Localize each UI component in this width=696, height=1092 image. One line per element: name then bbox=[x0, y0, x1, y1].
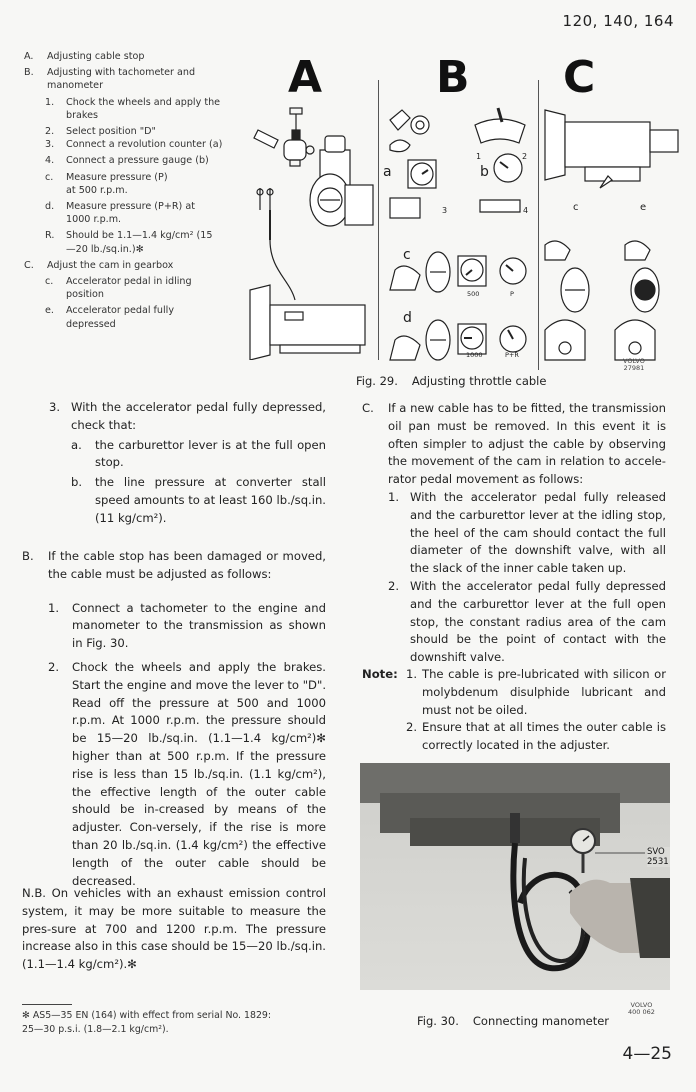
caption-text: Connecting manometer bbox=[472, 1014, 610, 1028]
pressure-label: P+R bbox=[505, 351, 519, 359]
cam-adjustment-drawing bbox=[540, 100, 680, 370]
step-key: b. bbox=[71, 475, 83, 490]
step-key: a. bbox=[71, 437, 82, 452]
section-key: B. bbox=[22, 549, 34, 563]
legend-sub-item bbox=[45, 275, 254, 301]
caption-text: Adjusting throttle cable bbox=[411, 374, 547, 388]
caption-number: Fig. 29. bbox=[356, 374, 398, 388]
legend-sub-item bbox=[45, 304, 254, 330]
gauge-label-b: b bbox=[480, 164, 489, 180]
section-key: C. bbox=[362, 401, 374, 415]
nb-paragraph: N.B. On vehicles with an exhaust emission control system, it may be more suitable to measure the pres-sure at 700 and 1200 r.p.m. The pressure increase also in this case should be 15—20 lb./sq.in. (1.1—1.4 kg/cm²).✻ bbox=[22, 886, 326, 972]
footnote-rule bbox=[22, 1004, 72, 1005]
section-text: If a new cable has to be fitted, the transmission oil pan must be removed. In this event it is often simpler to adjust the cable by observing the movement of the cam in relation to accele-rator pedal movement as follows: bbox=[388, 401, 666, 487]
legend-key: 3. bbox=[45, 139, 55, 151]
panel-letter-c: C bbox=[563, 52, 596, 103]
row-label-c: c bbox=[573, 202, 579, 213]
section-b bbox=[22, 548, 326, 890]
figure-30-photo bbox=[360, 763, 670, 990]
volvo-stamp bbox=[623, 358, 645, 372]
legend-item-c bbox=[24, 259, 254, 272]
legend-text: Connect a revolution counter (a) bbox=[66, 139, 223, 151]
step-text: With the accelerator pedal fully depressed and the carburettor lever at the full open stop, the constant radius area of the cam should be the point of contact with the downshift valve. bbox=[410, 578, 666, 665]
legend-key: B. bbox=[24, 67, 34, 79]
tool-label: SVO 2531 bbox=[647, 847, 669, 867]
model-numbers: 120, 140, 164 bbox=[562, 12, 674, 30]
step-key: 3. bbox=[49, 400, 61, 414]
manometer-photo-drawing bbox=[360, 763, 670, 990]
legend-key: e. bbox=[45, 305, 54, 317]
stamp-brand: VOLVO bbox=[623, 357, 645, 365]
legend-key: R. bbox=[45, 230, 55, 242]
legend-sub-item bbox=[45, 154, 254, 167]
stamp-brand: VOLVO bbox=[630, 1001, 653, 1009]
step-text: the line pressure at converter stall speed amounts to at least 160 lb./sq.in. (11 kg/cm²). bbox=[95, 475, 326, 525]
note-key: 1. bbox=[406, 667, 418, 681]
note-text: Ensure that at all times the outer cable is correctly located in the adjuster. bbox=[422, 720, 666, 753]
legend-key: C. bbox=[24, 259, 34, 271]
legend-text: Measure pressure (P) at 500 r.p.m. bbox=[66, 171, 168, 196]
rpm-label: 500 bbox=[467, 290, 480, 298]
step-key: 1. bbox=[388, 489, 400, 504]
section-c bbox=[362, 400, 666, 667]
section-text: If the cable stop has been damaged or moved, the cable must be adjusted as follows: bbox=[48, 549, 326, 581]
step-key: 2. bbox=[48, 659, 60, 674]
footnote: ✻ AS5—35 EN (164) with effect from serial No. 1829: 25—30 p.s.i. (1.8—2.1 kg/cm²). bbox=[22, 1010, 272, 1035]
legend-text: Accelerator pedal fully depressed bbox=[66, 305, 175, 330]
pressure-label: P bbox=[510, 290, 514, 298]
step-text: Chock the wheels and apply the brakes. Start the engine and move the lever to "D". Read off the pressure at 500 and 1000 r.p.m. At 1000 r.p.m. the pressure should be 15—20 lb./sq.in. (1.1—1.4 kg/cm²)✻ higher than at 500 r.p.m. If the pressure rise is less than 15 lb./sq.in. (1.1 kg/cm²), the effective length of the outer cable should be in-creased by means of the adjuster. Con-versely, if the rise is more than 20 lb./sq.in. (1.4 kg/cm²) the effective length of the outer cable should be decreased. bbox=[72, 659, 326, 888]
panel-divider bbox=[378, 80, 379, 360]
row-label-e: e bbox=[640, 202, 647, 213]
caption-number: Fig. 30. bbox=[417, 1014, 459, 1028]
legend-sub-item bbox=[45, 200, 254, 226]
legend-sub-item bbox=[45, 96, 254, 122]
rpm-label: 1000 bbox=[466, 351, 483, 359]
page-number: 4—25 bbox=[622, 1044, 672, 1064]
legend-key: 1. bbox=[45, 96, 55, 108]
gauge-label-a: a bbox=[383, 164, 392, 180]
figure-30-caption bbox=[417, 1014, 609, 1028]
step-text: Connect a tachometer to the engine and manometer to the transmission as shown in Fig. 30. bbox=[72, 600, 326, 651]
stamp-number: 27981 bbox=[623, 364, 645, 372]
row-label-d: d bbox=[403, 310, 412, 326]
legend-sub-item bbox=[45, 171, 254, 197]
legend-sub-item bbox=[45, 229, 254, 255]
step-text: With the accelerator pedal fully depressed, check that: bbox=[71, 400, 326, 432]
figure-29-caption bbox=[356, 374, 546, 388]
legend-key: A. bbox=[24, 51, 34, 62]
legend-sub-item bbox=[45, 138, 254, 151]
legend-text: Should be 1.1—1.4 kg/cm² (15—20 lb./sq.in.)✻ bbox=[66, 230, 213, 255]
step-key: 1. bbox=[48, 600, 60, 615]
legend-key: 2. bbox=[45, 126, 55, 138]
stamp-number: 400 062 bbox=[628, 1008, 655, 1016]
step-3 bbox=[49, 399, 326, 528]
legend-item-b bbox=[24, 66, 254, 92]
step-key: 2. bbox=[388, 578, 400, 593]
panel-letter-b: B bbox=[436, 52, 470, 103]
note-label: Note: bbox=[362, 667, 398, 681]
step-label: 1 bbox=[476, 152, 482, 161]
legend-text: Chock the wheels and apply the brakes bbox=[66, 96, 221, 121]
step-text: With the accelerator pedal fully released and the carburettor lever at the idling stop, the heel of the cam should contact the full diameter of the downshift valve, with all the slack of the inner cable taken up. bbox=[410, 489, 666, 576]
note-key: 2. bbox=[406, 720, 418, 735]
legend-key: 4. bbox=[45, 155, 55, 167]
volvo-stamp bbox=[628, 1002, 655, 1016]
legend-sub-item bbox=[45, 125, 254, 138]
legend-text: Accelerator pedal in idling position bbox=[66, 276, 192, 301]
step-label: 2 bbox=[522, 152, 528, 161]
legend-text: Adjusting cable stop bbox=[47, 51, 145, 62]
legend-key: c. bbox=[45, 171, 54, 183]
note-block bbox=[362, 666, 666, 755]
step-label: 4 bbox=[523, 206, 529, 215]
gauge-steps-drawing bbox=[380, 100, 535, 370]
figure-legend bbox=[24, 50, 254, 331]
legend-text: Adjusting with tachometer and manometer bbox=[47, 67, 196, 92]
legend-text: Connect a pressure gauge (b) bbox=[66, 155, 209, 167]
legend-key: c. bbox=[45, 276, 54, 288]
step-text: the carburettor lever is at the full open stop. bbox=[95, 437, 326, 470]
legend-item-a bbox=[24, 50, 254, 63]
legend-text: Measure pressure (P+R) at 1000 r.p.m. bbox=[66, 201, 195, 226]
legend-text: Select position "D" bbox=[66, 126, 156, 138]
step-label: 3 bbox=[442, 206, 448, 215]
legend-key: d. bbox=[45, 201, 55, 213]
carburettor-gearbox-drawing bbox=[240, 100, 375, 360]
panel-letter-a: A bbox=[288, 52, 323, 103]
figure-29-illustration bbox=[240, 52, 680, 380]
panel-divider bbox=[538, 80, 539, 370]
legend-text: Adjust the cam in gearbox bbox=[47, 259, 174, 271]
row-label-c: c bbox=[403, 247, 411, 263]
note-text: The cable is pre-lubricated with silicon or molybdenum disulphide lubricant and must not be oiled. bbox=[422, 667, 666, 717]
